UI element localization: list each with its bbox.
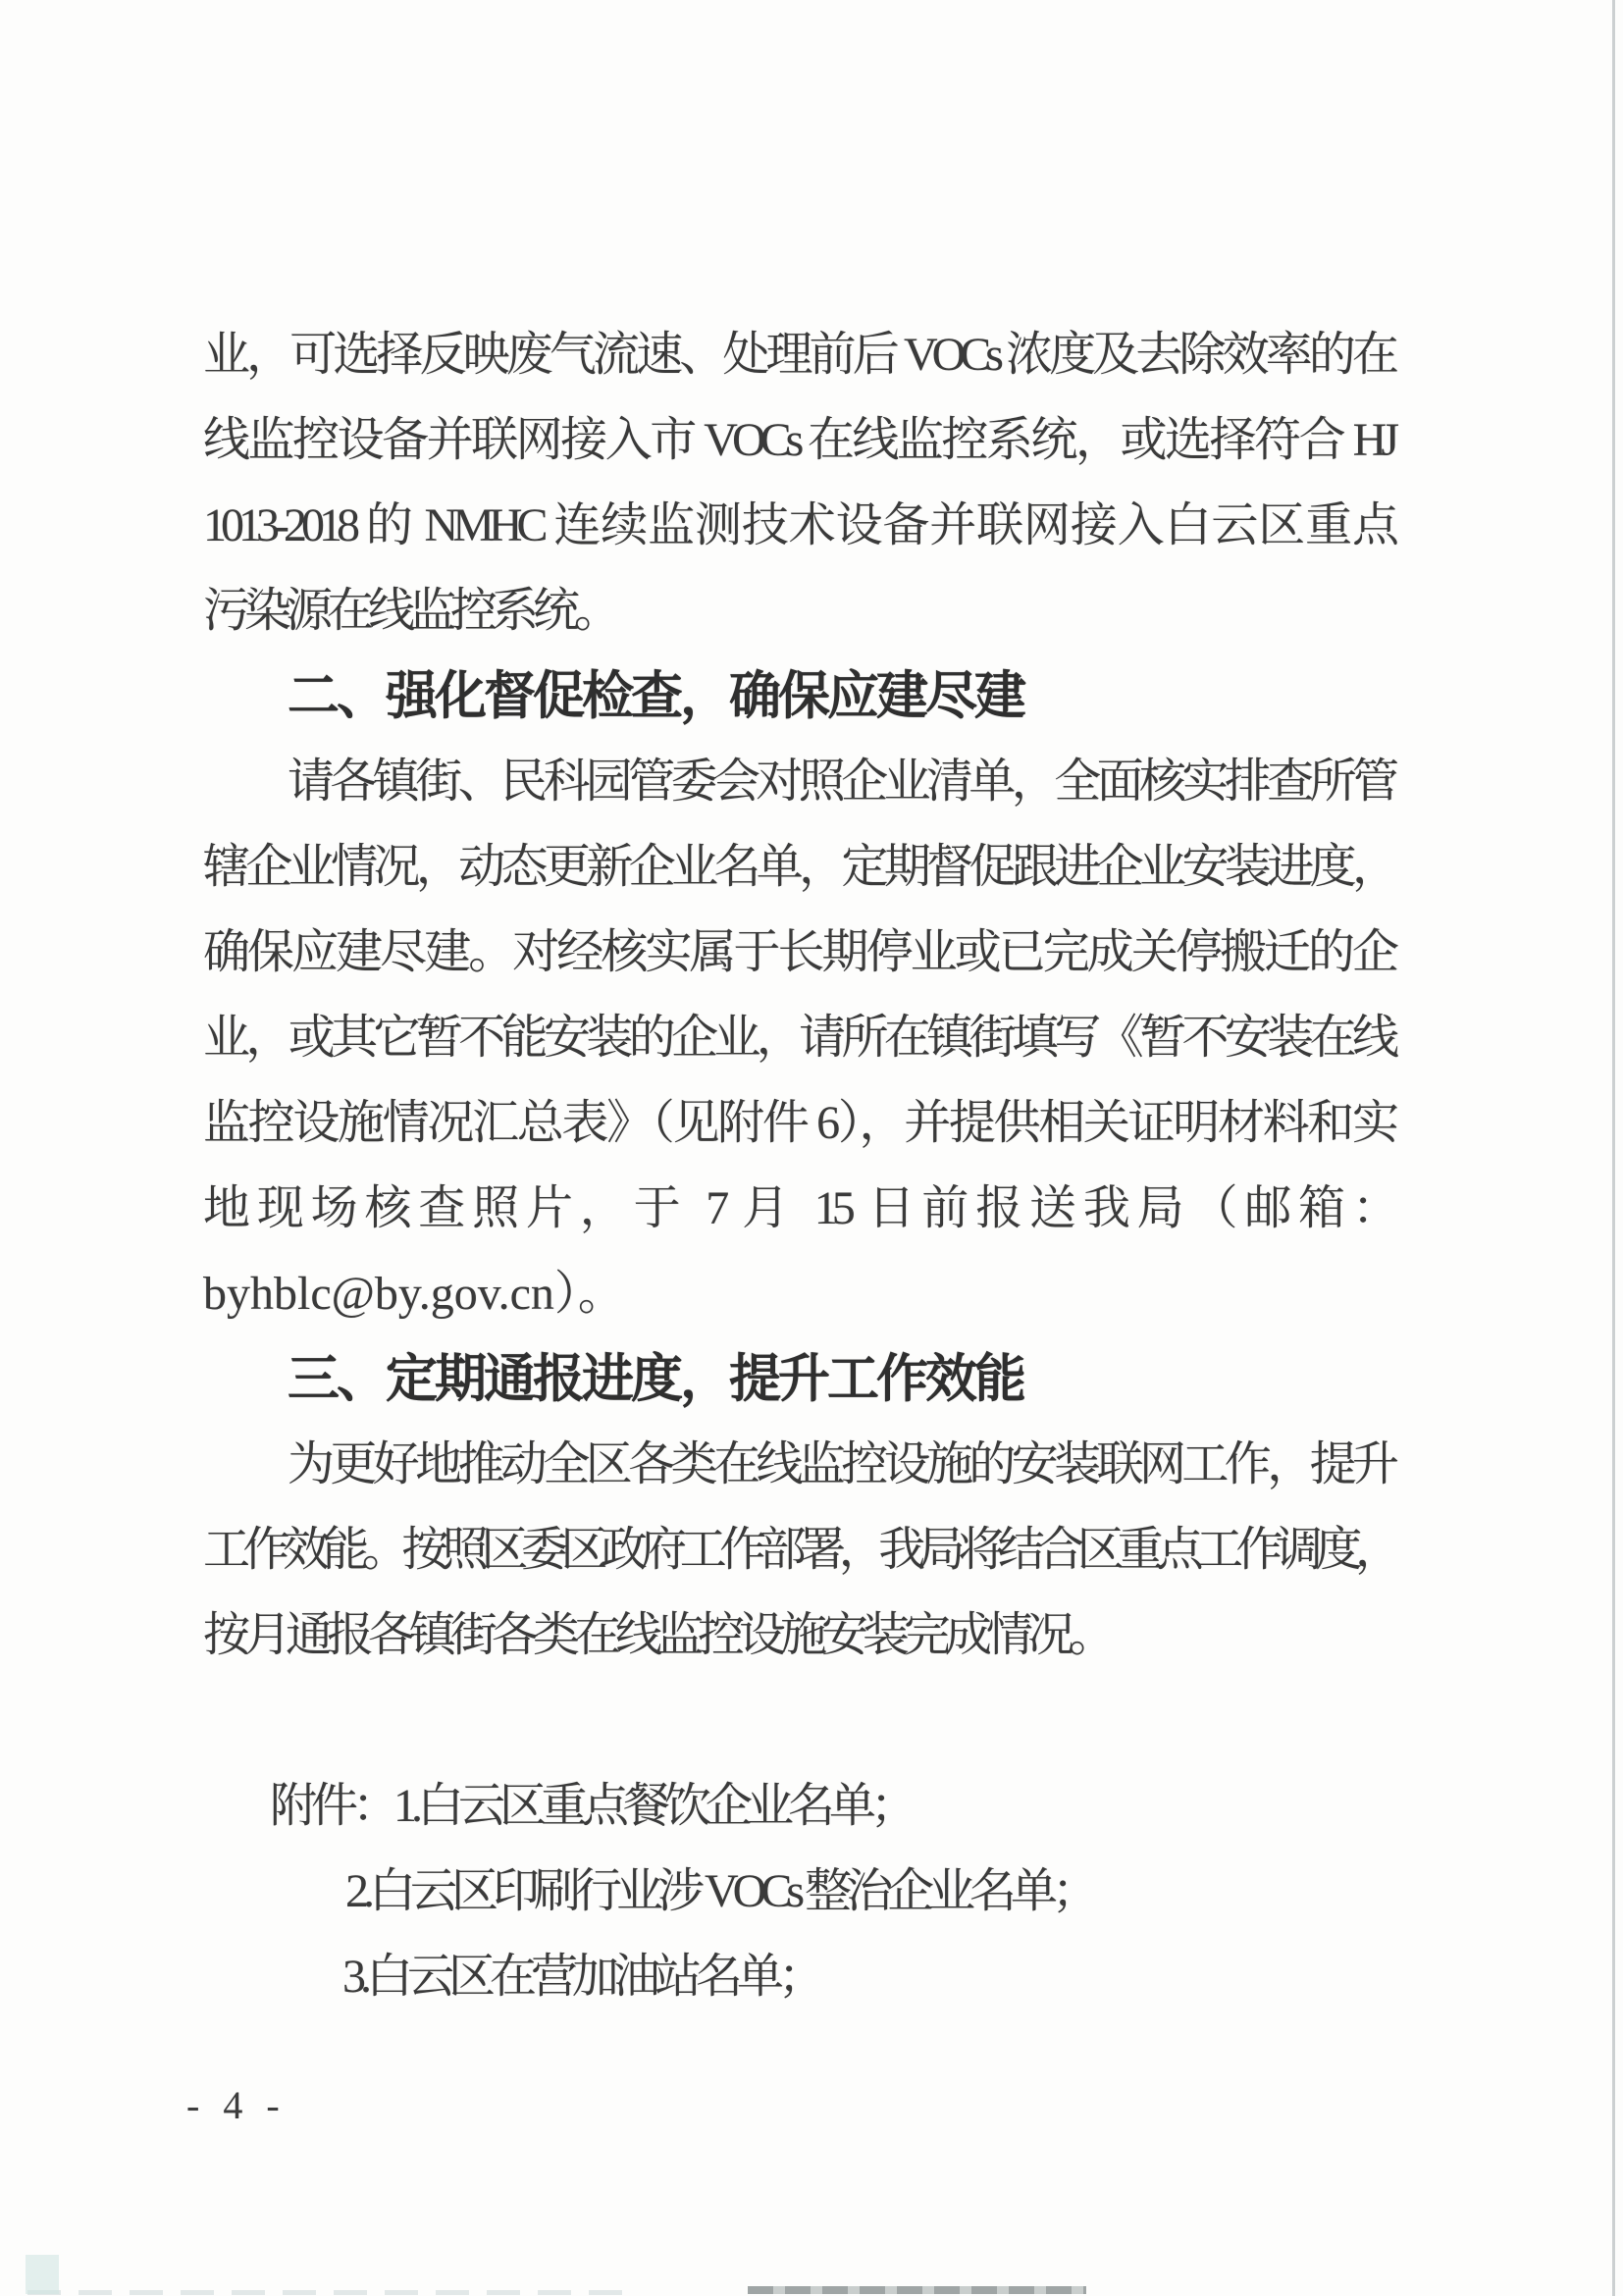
text-line: 1013-2018 的 NMHC 连续监测技术设备并联网接入白云区重点	[203, 499, 1393, 551]
document-body	[203, 312, 1393, 2019]
text-line: 线监控设备并联网接入市 VOCs 在线监控系统，或选择符合 HJ	[203, 414, 1393, 466]
text-line: 业，或其它暂不能安装的企业，请所在镇街填写《暂不安装在线	[203, 1012, 1393, 1064]
paragraph-first-line: 为更好地推动全区各类在线监控设施的安装联网工作，提升	[288, 1438, 1393, 1490]
text-line: 监控设施情况汇总表》（见附件 6），并提供相关证明材料和实	[203, 1097, 1393, 1149]
scan-edge-line	[1612, 0, 1615, 2296]
scan-artifact-corner	[26, 2255, 59, 2294]
email-text-line: byhblc@by.gov.cn）。	[203, 1268, 625, 1320]
page-number: - 4 -	[186, 2083, 287, 2127]
scan-artifact-bottom-dark	[748, 2286, 1086, 2294]
section-heading-3: 三、定期通报进度，提升工作效能	[288, 1350, 1023, 1408]
attachment-item-2: 2.白云区印刷行业涉 VOCs 整治企业名单；	[345, 1865, 1094, 1917]
text-line: 业，可选择反映废气流速、处理前后 VOCs 浓度及去除效率的在	[203, 329, 1393, 381]
attachment-item-3: 3.白云区在营加油站名单；	[342, 1951, 820, 2003]
scan-artifact-bottom-light	[27, 2290, 626, 2295]
text-line: 污染源在线监控系统。	[203, 585, 616, 637]
paragraph-first-line: 请各镇街、民科园管委会对照企业清单，全面核实排查所管	[288, 756, 1393, 808]
text-line: 按月通报各镇街各类在线监控设施安装完成情况。	[203, 1609, 1111, 1661]
text-line: 确保应建尽建。对经核实属于长期停业或已完成关停搬迁的企	[203, 926, 1393, 978]
attachment-item-1: 附件：1.白云区重点餐饮企业名单；	[270, 1780, 913, 1832]
section-heading-2: 二、强化督促检查，确保应建尽建	[288, 667, 1023, 725]
text-line-spaced: 地现场核查照片，于 7 月 15 日前报送我局（邮箱：	[203, 1182, 1393, 1234]
text-line-condensed: 工作效能。按照区委区政府工作部署，我局将结合区重点工作调度，	[203, 1524, 1393, 1576]
text-line: 辖企业情况，动态更新企业名单，定期督促跟进企业安装进度，	[203, 841, 1393, 893]
